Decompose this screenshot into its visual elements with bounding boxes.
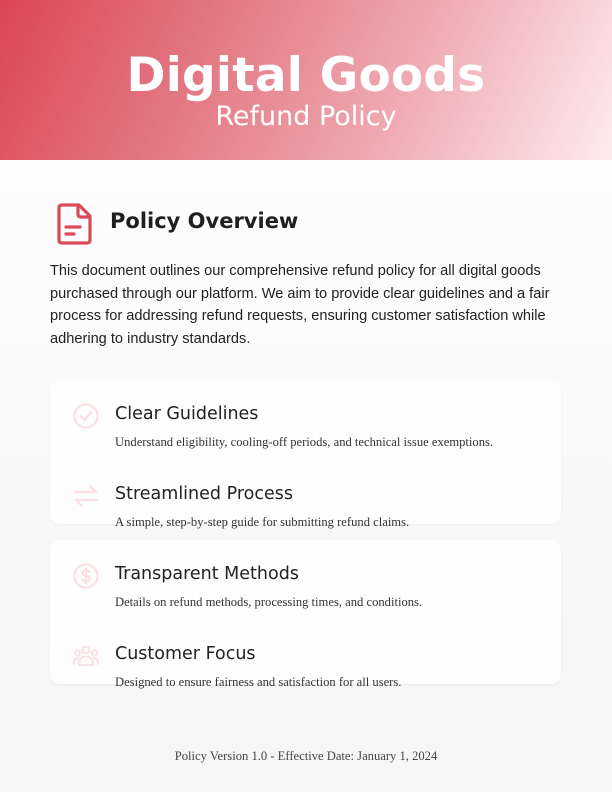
footer-version: Policy Version 1.0 - Effective Date: January 1, 2024 [174, 749, 438, 763]
feature-description: Details on refund methods, processing times, and conditions. [115, 595, 423, 609]
feature-description: Designed to ensure fairness and satisfaction for all users. [115, 675, 402, 689]
feature-title: Streamlined Process [115, 484, 293, 504]
document-icon [56, 203, 92, 245]
feature-title: Transparent Methods [115, 564, 299, 584]
users-group-icon [72, 642, 100, 670]
exchange-arrows-icon [72, 482, 100, 510]
section-title: Policy Overview [110, 209, 299, 233]
overview-paragraph: This document outlines our comprehensive refund policy for all digital goods purchased through our platform. We aim to provide clear guidelines and a fair process for addressing refund requests, ensuring customer satisfaction while adhering to industry standards. [50, 263, 550, 347]
feature-title: Customer Focus [115, 644, 256, 664]
document-title: Digital Goods [126, 48, 486, 103]
feature-title: Clear Guidelines [115, 404, 259, 424]
feature-description: A simple, step-by-step guide for submitting refund claims. [115, 515, 410, 529]
check-circle-icon [72, 402, 100, 430]
header-banner [0, 0, 612, 160]
feature-description: Understand eligibility, cooling-off periods, and technical issue exemptions. [115, 435, 494, 449]
document-subtitle: Refund Policy [215, 101, 397, 132]
dollar-circle-icon [72, 562, 100, 590]
